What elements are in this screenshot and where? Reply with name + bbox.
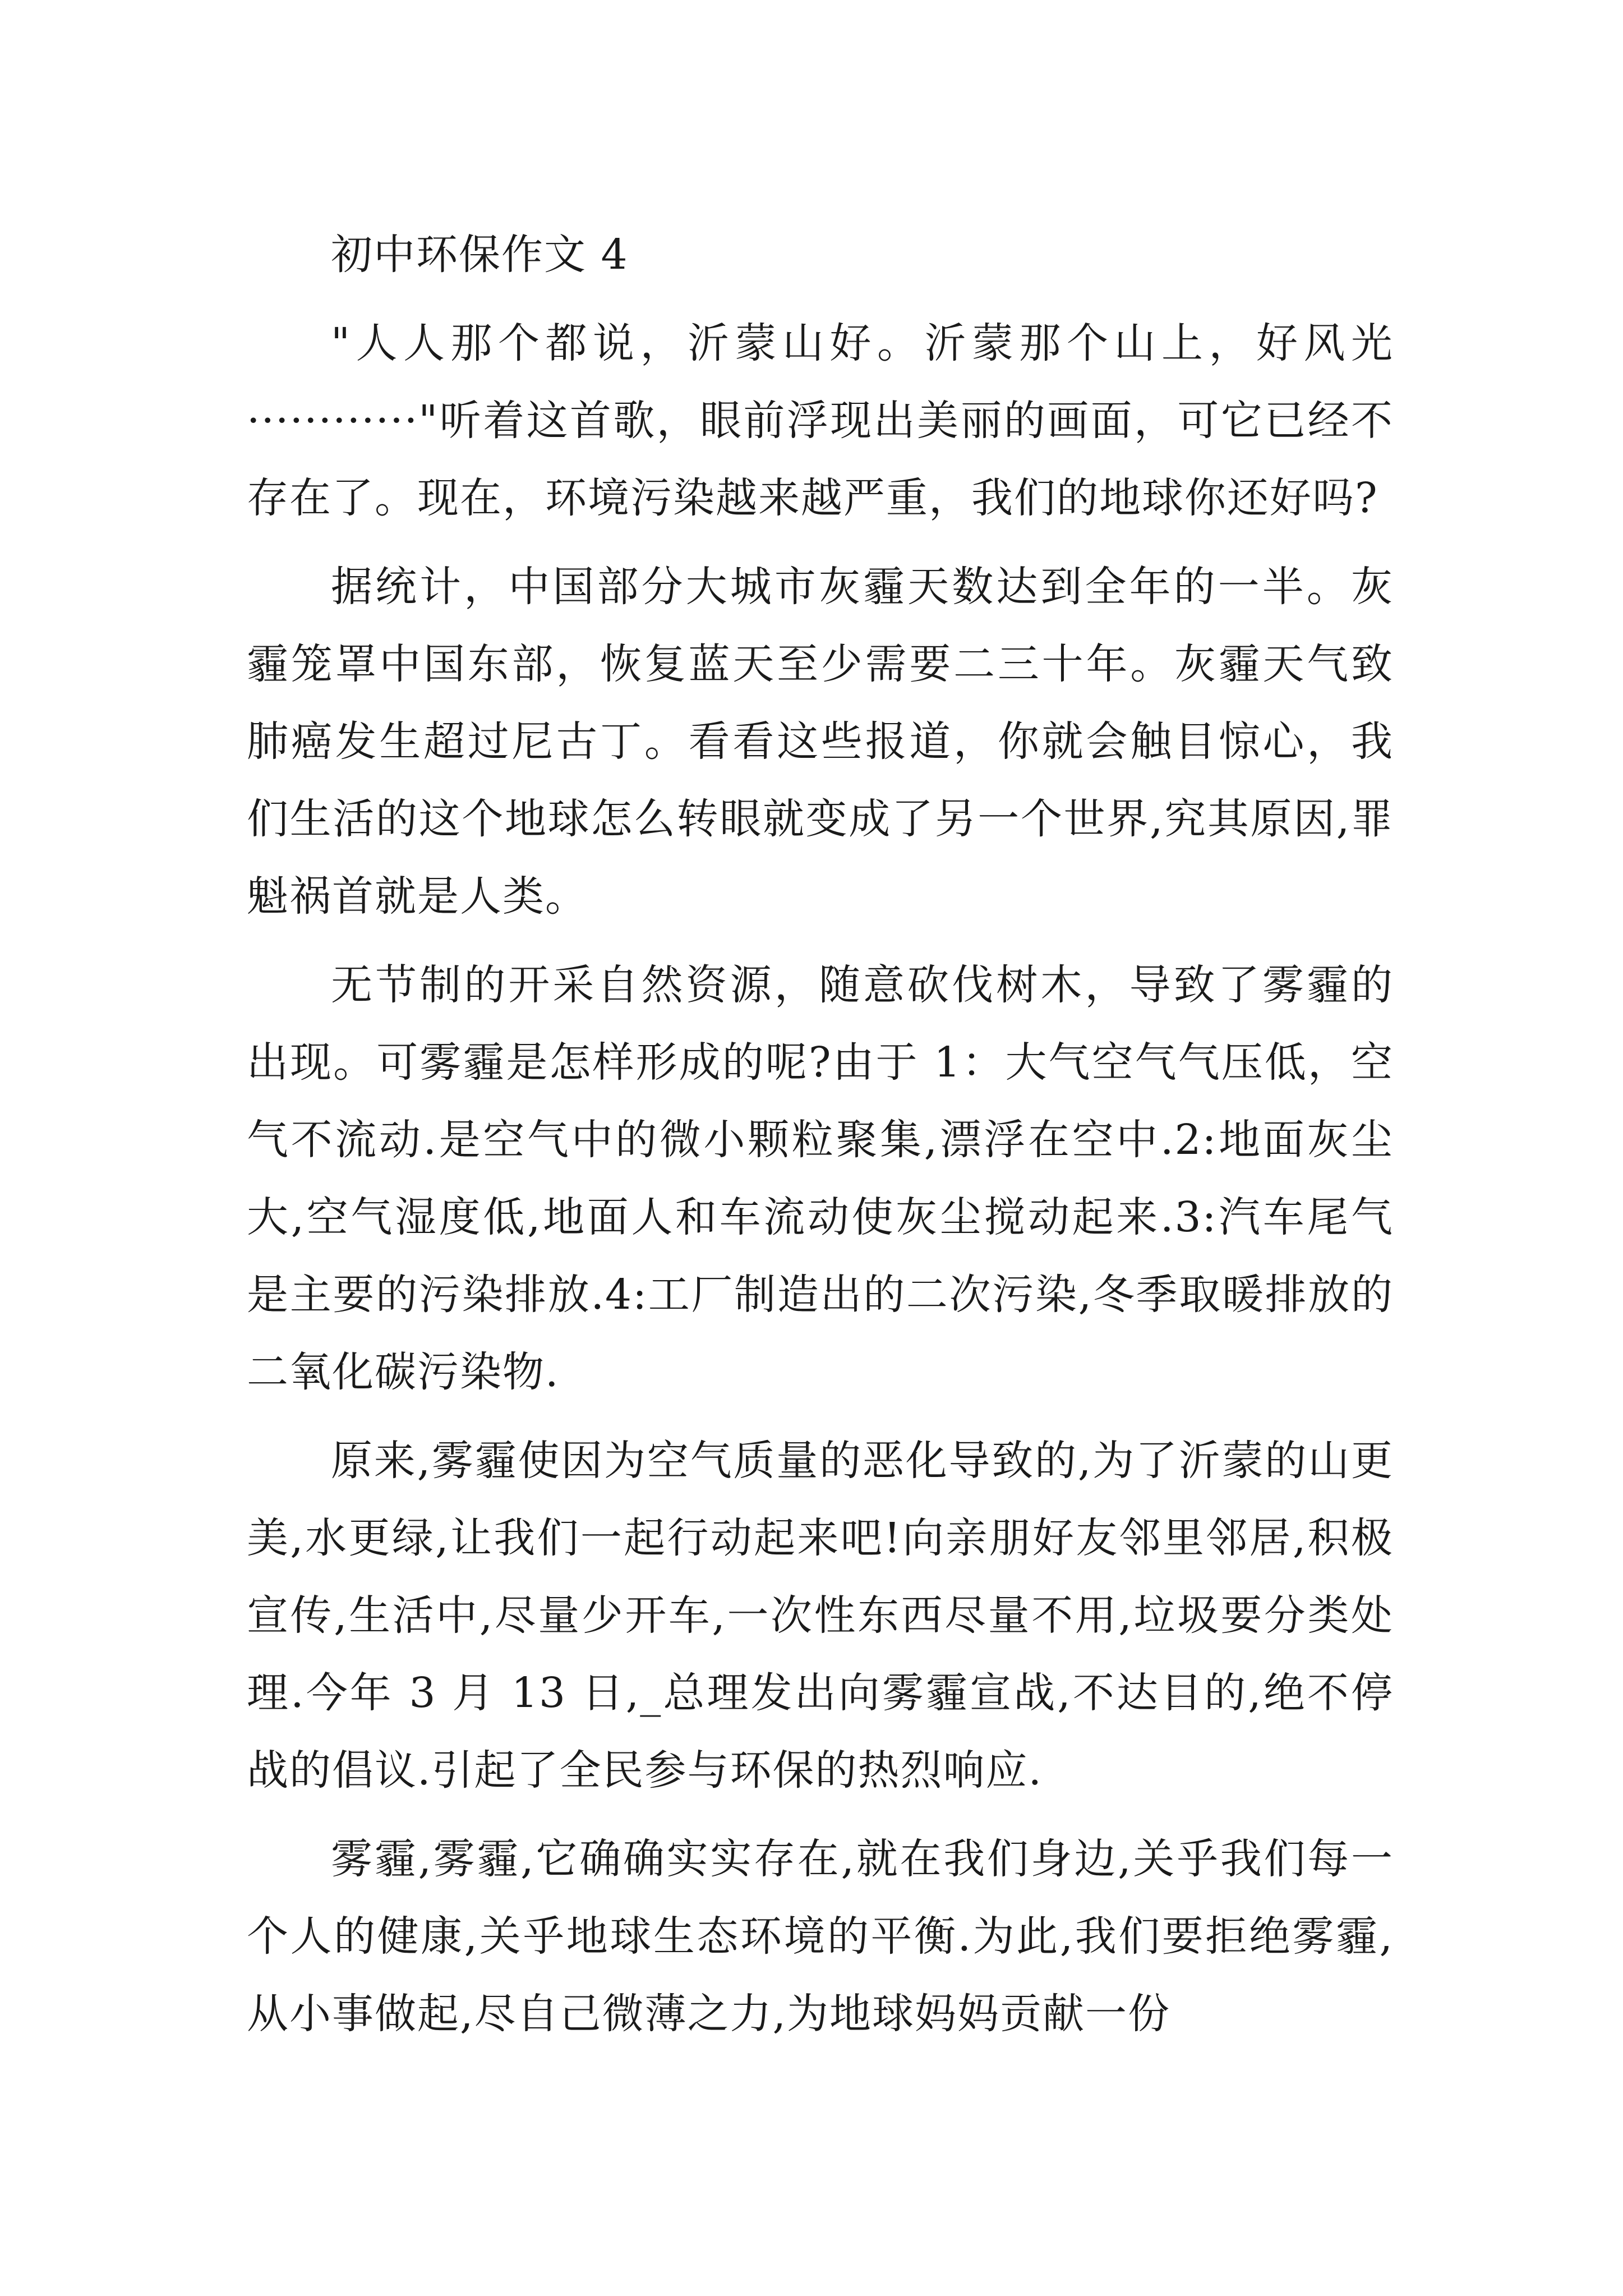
paragraph-1: "人人那个都说，沂蒙山好。沂蒙那个山上，好风光············"听着这首歌，眼前浮现出美丽的画面，可它已经不存在了。现在，环境污染越来越严重，我们的地球你还好吗? <box>247 319 1394 522</box>
document-body <box>247 216 1394 2053</box>
paragraph-3: 无节制的开采自然资源，随意砍伐树木，导致了雾霾的出现。可雾霾是怎样形成的呢?由于 1：大气空气气压低，空气不流动.是空气中的微小颗粒聚集,漂浮在空中.2:地面灰尘大,空气湿度低,地面人和车流动使灰尘搅动起来.3:汽车尾气是主要的污染排放.4:工厂制造出的二次污染,冬季取暖排放的二氧化碳污染物. <box>247 961 1394 1396</box>
paragraph-5: 雾霾,雾霾,它确确实实存在,就在我们身边,关乎我们每一个人的健康,关乎地球生态环境的平衡.为此,我们要拒绝雾霾,从小事做起,尽自己微薄之力,为地球妈妈贡献一份 <box>247 1835 1394 2038</box>
paragraph-4: 原来,雾霾使因为空气质量的恶化导致的,为了沂蒙的山更美,水更绿,让我们一起行动起来吧!向亲朋好友邻里邻居,积极宣传,生活中,尽量少开车,一次性东西尽量不用,垃圾要分类处理.今年 3 月 13 日,_总理发出向雾霾宣战,不达目的,绝不停战的倡议.引起了全民参与环保的热烈响应. <box>247 1437 1394 1795</box>
document-title: 初中环保作文 4 <box>331 231 629 279</box>
paragraph-2: 据统计，中国部分大城市灰霾天数达到全年的一半。灰霾笼罩中国东部，恢复蓝天至少需要二三十年。灰霾天气致肺癌发生超过尼古丁。看看这些报道，你就会触目惊心，我们生活的这个地球怎么转眼就变成了另一个世界,究其原因,罪魁祸首就是人类。 <box>247 563 1394 921</box>
